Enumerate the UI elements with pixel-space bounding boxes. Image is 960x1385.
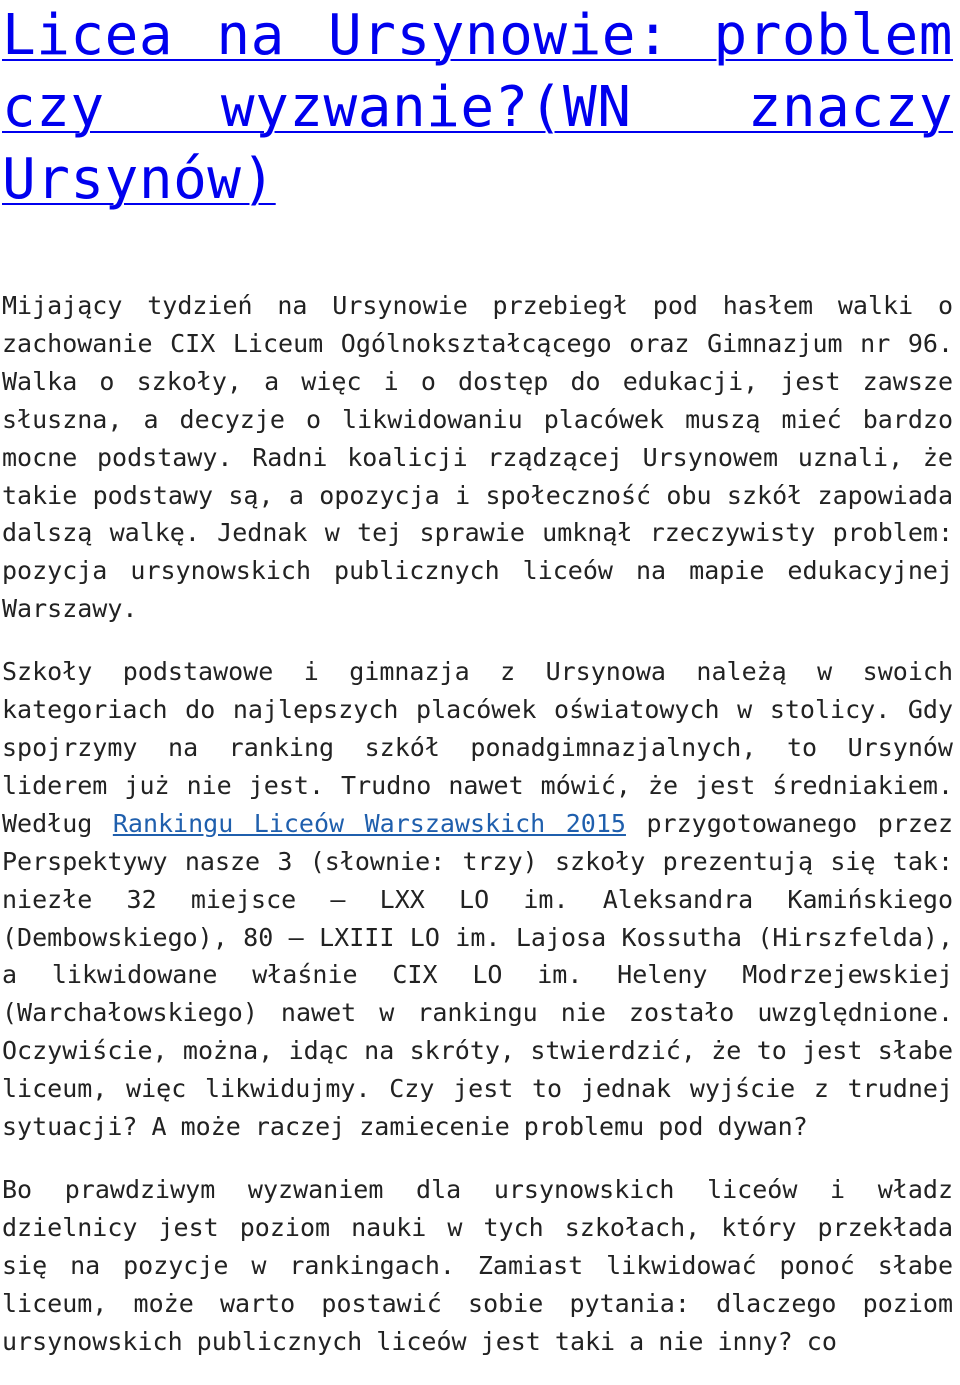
article-title-link[interactable]: Licea na Ursynowie: problem czy wyzwanie?(WN znaczy Ursynów) <box>2 3 953 212</box>
article-title <box>2 0 953 216</box>
ranking-link[interactable]: Rankingu Liceów Warszawskich 2015 <box>112 808 626 838</box>
paragraph-intro: Mijający tydzień na Ursynowie przebiegł pod hasłem walki o zachowanie CIX Liceum Ogólnokształcącego oraz Gimnazjum nr 96. Walka o szkoły, a więc i o dostęp do edukacji, jest zawsze słuszna, a decyzje o likwidowaniu placówek muszą mieć bardzo mocne podstawy. Radni koalicji rządzącej Ursynowem uznali, że takie podstawy są, a opozycja i społeczność obu szkół zapowiada dalszą walkę. Jednak w tej sprawie umknął rzeczywisty problem: pozycja ursynowskich publicznych liceów na mapie edukacyjnej Warszawy. <box>2 291 953 624</box>
paragraph-challenge: Bo prawdziwym wyzwaniem dla ursynowskich liceów i władz dzielnicy jest poziom nauki w tych szkołach, który przekłada się na pozycje w rankingach. Zamiast likwidować ponoć słabe liceum, może warto postawić sobie pytania: dlaczego poziom ursynowskich publicznych liceów jest taki a nie inny? co <box>2 1174 953 1356</box>
article-page <box>2 0 953 1385</box>
paragraph-ranking-text-after: przygotowanego przez Perspektywy nasze 3 (słownie: trzy) szkoły prezentują się tak: niezłe 32 miejsce – LXX LO im. Aleksandra Kamińskiego (Dembowskiego), 80 – LXIII LO im. Lajosa Kossutha (Hirszfelda), a likwidowane właśnie CIX LO im. Heleny Modrzejewskiej (Warchałowskiego) nawet w rankingu nie zostało uwzględnione. Oczywiście, można, idąc na skróty, stwierdzić, że to jest słabe liceum, więc likwidujmy. Czy jest to jednak wyjście z trudnej sytuacji? A może raczej zamiecenie problemu pod dywan? <box>2 808 953 1142</box>
paragraph-ranking-text-before: Szkoły podstawowe i gimnazja z Ursynowa należą w swoich kategoriach do najlepszych placówek oświatowych w stolicy. Gdy spojrzymy na ranking szkół ponadgimnazjalnych, to Ursynów liderem już nie jest. Trudno nawet mówić, że jest średniakiem. Według <box>2 657 953 838</box>
article-body <box>2 287 953 1360</box>
paragraph-ranking <box>2 653 953 1146</box>
